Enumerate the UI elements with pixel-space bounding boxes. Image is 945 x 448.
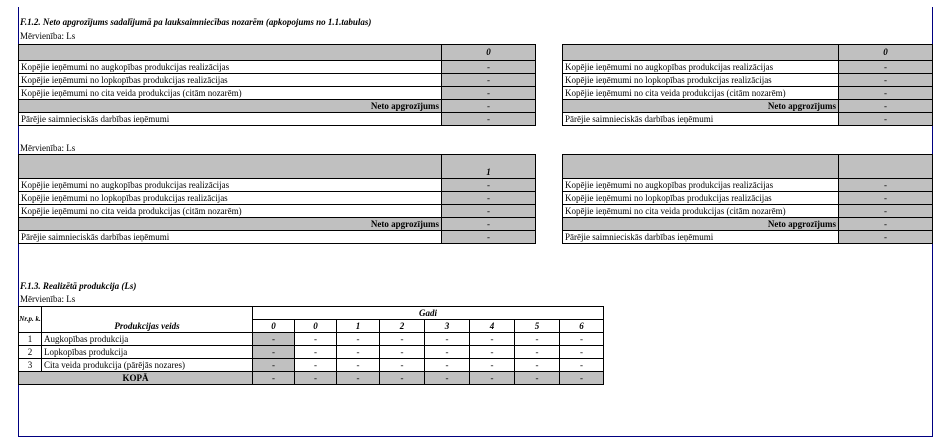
row-label: Pārējie saimnieciskās darbības ieņēmumi	[19, 231, 442, 244]
header-blank-cell	[19, 45, 442, 61]
value-cell[interactable]: -	[425, 333, 470, 346]
product-name: Cita veida produkcija (pārējās nozares)	[42, 359, 253, 372]
row-label: Kopējie ieņēmumi no augkopības produkcijas realizācijas	[563, 179, 839, 192]
table-row	[563, 231, 933, 244]
row-value[interactable]: -	[839, 192, 933, 205]
row-number: 1	[19, 333, 42, 346]
year-header: 3	[425, 320, 470, 333]
year-header: 1	[442, 155, 536, 179]
value-cell[interactable]: -	[253, 346, 295, 359]
section2-unit: Mērvienība: Ls	[20, 143, 76, 153]
row-value[interactable]: -	[442, 113, 536, 126]
table-row	[19, 333, 604, 346]
total-label: KOPĀ	[19, 372, 253, 385]
table-row	[19, 179, 536, 192]
section3-title: F.1.3. Realizētā produkcija (Ls)	[20, 281, 137, 291]
value-cell[interactable]: -	[380, 346, 425, 359]
table-row	[19, 205, 536, 218]
total-value: -	[442, 218, 536, 231]
total-value: -	[515, 372, 560, 385]
total-value: -	[253, 372, 295, 385]
year-header: 4	[470, 320, 515, 333]
table-row	[563, 113, 933, 126]
table-row	[19, 61, 536, 74]
row-label: Kopējie ieņēmumi no cita veida produkcijas (citām nozarēm)	[19, 205, 442, 218]
year-header: 0	[839, 45, 933, 61]
section1-title: F.1.2. Neto apgrozījums sadalījumā pa lauksaimniecības nozarēm (apkopojums no 1.1.tabulas)	[20, 17, 372, 27]
value-cell[interactable]: -	[295, 333, 337, 346]
total-label: Neto apgrozījums	[19, 100, 442, 113]
row-label: Kopējie ieņēmumi no lopkopības produkcijas realizācijas	[19, 74, 442, 87]
row-label: Pārējie saimnieciskās darbības ieņēmumi	[19, 113, 442, 126]
value-cell[interactable]: -	[380, 333, 425, 346]
row-value[interactable]: -	[839, 113, 933, 126]
header-blank-cell	[19, 155, 442, 179]
total-row	[19, 218, 536, 231]
table-row	[563, 87, 933, 100]
year-header: 5	[515, 320, 560, 333]
row-label: Kopējie ieņēmumi no cita veida produkcijas (citām nozarēm)	[563, 87, 839, 100]
row-label: Pārējie saimnieciskās darbības ieņēmumi	[563, 113, 839, 126]
row-label: Kopējie ieņēmumi no augkopības produkcijas realizācijas	[563, 61, 839, 74]
total-row	[19, 372, 604, 385]
total-value: -	[560, 372, 604, 385]
product-name: Augkopības produkcija	[42, 333, 253, 346]
total-value: -	[839, 218, 933, 231]
value-cell[interactable]: -	[337, 346, 380, 359]
year-header: 6	[560, 320, 604, 333]
section2-left-table	[18, 154, 536, 244]
row-value[interactable]: -	[839, 61, 933, 74]
header-blank-cell	[563, 155, 839, 179]
value-cell[interactable]: -	[515, 359, 560, 372]
table-row	[19, 231, 536, 244]
total-row	[19, 100, 536, 113]
table-row	[19, 359, 604, 372]
value-cell[interactable]: -	[560, 333, 604, 346]
product-name: Lopkopības produkcija	[42, 346, 253, 359]
table-row	[563, 74, 933, 87]
total-label: Neto apgrozījums	[19, 218, 442, 231]
value-cell[interactable]: -	[515, 346, 560, 359]
year-header: 1	[337, 320, 380, 333]
row-value[interactable]: -	[839, 179, 933, 192]
row-label: Kopējie ieņēmumi no lopkopības produkcijas realizācijas	[19, 192, 442, 205]
nr-header: Nr.p. k.	[19, 307, 42, 333]
product-header: Produkcijas veids	[42, 307, 253, 333]
years-header: Gadi	[253, 307, 604, 320]
row-value[interactable]: -	[442, 87, 536, 100]
value-cell[interactable]: -	[253, 333, 295, 346]
year-header: 0	[442, 45, 536, 61]
row-value[interactable]: -	[839, 87, 933, 100]
section3-table	[18, 306, 604, 385]
table-row	[563, 192, 933, 205]
table-row	[563, 179, 933, 192]
row-label: Kopējie ieņēmumi no lopkopības produkcijas realizācijas	[563, 74, 839, 87]
value-cell[interactable]: -	[425, 346, 470, 359]
table-row	[563, 205, 933, 218]
table-row	[19, 113, 536, 126]
header-blank-cell	[563, 45, 839, 61]
section1-left-table	[18, 44, 536, 126]
row-label: Pārējie saimnieciskās darbības ieņēmumi	[563, 231, 839, 244]
value-cell[interactable]: -	[253, 359, 295, 372]
year-header: 2	[380, 320, 425, 333]
total-label: Neto apgrozījums	[563, 218, 839, 231]
row-label: Kopējie ieņēmumi no augkopības produkcijas realizācijas	[19, 179, 442, 192]
value-cell[interactable]: -	[560, 359, 604, 372]
value-cell[interactable]: -	[337, 359, 380, 372]
value-cell[interactable]: -	[470, 346, 515, 359]
year-header	[839, 155, 933, 179]
total-value: -	[425, 372, 470, 385]
row-value[interactable]: -	[442, 231, 536, 244]
section2-right-table	[562, 154, 933, 244]
section1-right-table	[562, 44, 933, 126]
row-label: Kopējie ieņēmumi no cita veida produkcijas (citām nozarēm)	[563, 205, 839, 218]
total-row	[563, 100, 933, 113]
value-cell[interactable]: -	[295, 359, 337, 372]
table-row	[19, 192, 536, 205]
value-cell[interactable]: -	[470, 359, 515, 372]
row-value[interactable]: -	[839, 205, 933, 218]
total-row	[563, 218, 933, 231]
table-row	[19, 74, 536, 87]
value-cell[interactable]: -	[515, 333, 560, 346]
value-cell[interactable]: -	[470, 333, 515, 346]
value-cell[interactable]: -	[380, 359, 425, 372]
row-number: 3	[19, 359, 42, 372]
row-value[interactable]: -	[442, 179, 536, 192]
section1-unit: Mērvienība: Ls	[20, 31, 76, 41]
table-row	[563, 61, 933, 74]
total-value: -	[337, 372, 380, 385]
total-value: -	[442, 100, 536, 113]
total-value: -	[380, 372, 425, 385]
value-cell[interactable]: -	[295, 346, 337, 359]
section3-unit: Mērvienība: Ls	[20, 294, 76, 304]
row-value[interactable]: -	[839, 231, 933, 244]
year-header: 0	[253, 320, 295, 333]
table-row	[19, 87, 536, 100]
total-value: -	[470, 372, 515, 385]
row-value[interactable]: -	[442, 61, 536, 74]
table-row	[19, 346, 604, 359]
row-value[interactable]: -	[839, 74, 933, 87]
total-value: -	[839, 100, 933, 113]
value-cell[interactable]: -	[425, 359, 470, 372]
value-cell[interactable]: -	[560, 346, 604, 359]
row-value[interactable]: -	[442, 205, 536, 218]
total-label: Neto apgrozījums	[563, 100, 839, 113]
year-header: 0	[295, 320, 337, 333]
row-value[interactable]: -	[442, 192, 536, 205]
row-value[interactable]: -	[442, 74, 536, 87]
row-number: 2	[19, 346, 42, 359]
row-label: Kopējie ieņēmumi no lopkopības produkcijas realizācijas	[563, 192, 839, 205]
row-label: Kopējie ieņēmumi no augkopības produkcijas realizācijas	[19, 61, 442, 74]
total-value: -	[295, 372, 337, 385]
row-label: Kopējie ieņēmumi no cita veida produkcijas (citām nozarēm)	[19, 87, 442, 100]
value-cell[interactable]: -	[337, 333, 380, 346]
